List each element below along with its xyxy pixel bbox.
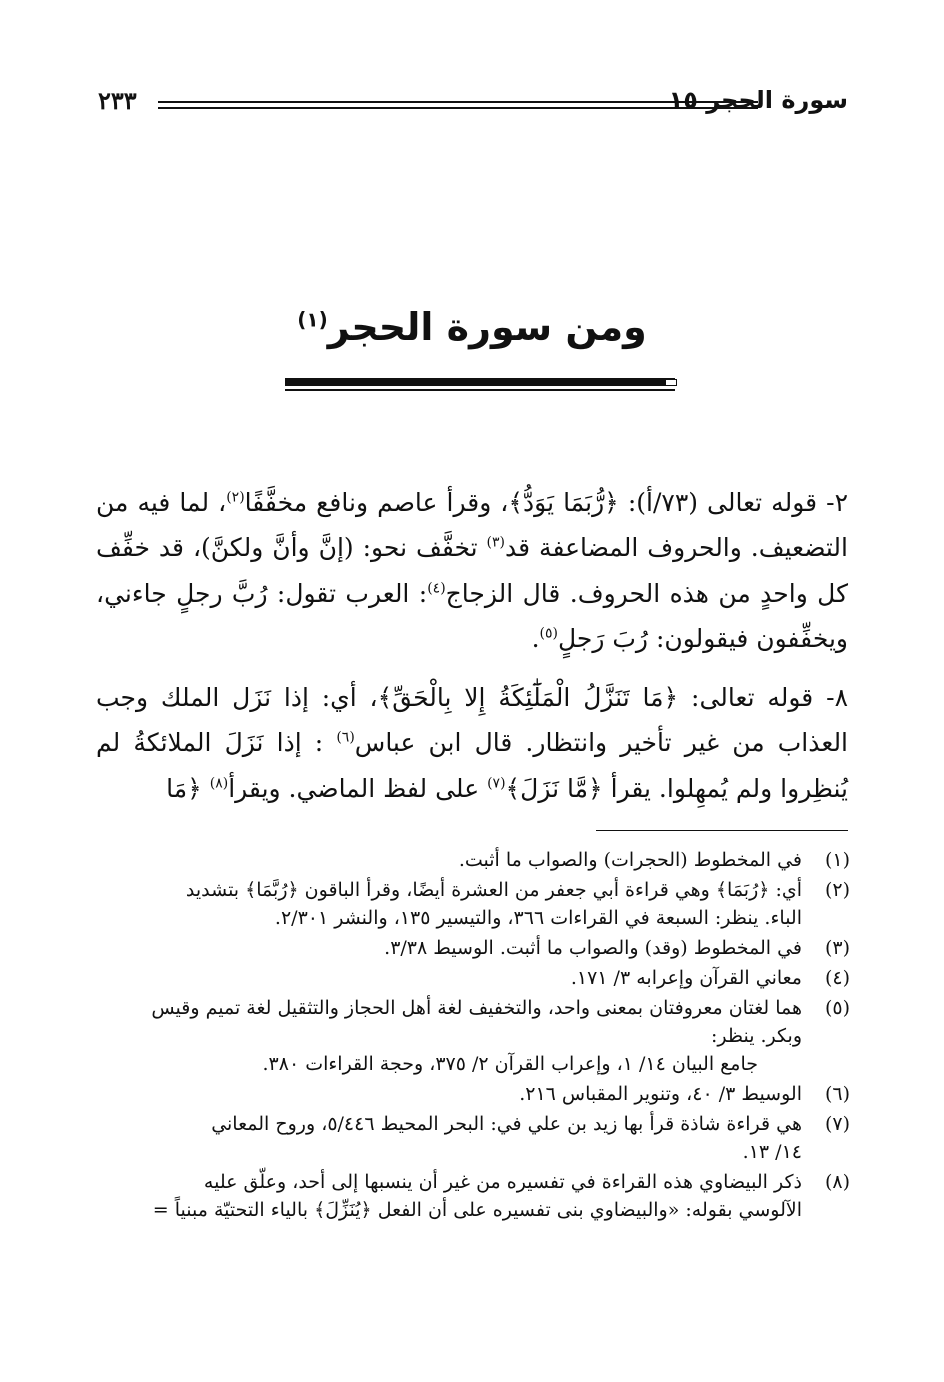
para1-text-2: ، لما فيه من التضعيف. والحروف المضاعفة قد bbox=[96, 488, 848, 563]
footnote-line: الوسيط ٣/ ٤٠، وتنوير المقباس ٢١٦. bbox=[519, 1083, 802, 1105]
footnote-ref-7: (٧) bbox=[487, 775, 506, 792]
footnote-line: في المخطوط (وقد) والصواب ما أثبت. الوسيط ٣/٣٨. bbox=[384, 937, 802, 959]
footnote-number: (٨) bbox=[824, 1171, 850, 1193]
footnote-ref-3: (٣) bbox=[486, 534, 506, 551]
footnote-text bbox=[94, 994, 802, 1078]
footnote-text bbox=[94, 1168, 802, 1224]
para2-text-1: ٨- قوله تعالى: ﴿مَا تَنَزَّلُ الْمَلَٰٓئِكَةُ إِلا بِالْحَقِّ﴾، أي: إذا نَزَل الملك وجب العذاب من غير تأخير وانتظار. قال ابن عباس bbox=[96, 683, 849, 758]
para2-text-2: : إذا نَزَلَ الملائكةُ لم يُنظِروا ولم يُمهِلوا. يقرأ ﴿مَّا نَزَلَ﴾ bbox=[96, 728, 848, 803]
page-number: ٢٣٣ bbox=[98, 86, 137, 115]
footnote-ref-4: (٤) bbox=[427, 580, 446, 597]
footnote-5 bbox=[94, 994, 850, 1078]
footnote-number: (٥) bbox=[824, 997, 850, 1019]
footnote-line: الآلوسي بقوله: «والبيضاوي بنى تفسيره على أن الفعل ﴿يُنَزِّلَ﴾ بالياء التحتيّة مبنياً = bbox=[152, 1199, 802, 1221]
footnote-text bbox=[94, 1080, 802, 1108]
footnote-line: وبكر. ينظر: bbox=[710, 1025, 802, 1047]
para1-text-5: . bbox=[531, 623, 540, 653]
footnote-text bbox=[94, 934, 802, 962]
para2-text-3: على لفظ الماضي. ويقرأ bbox=[228, 773, 488, 803]
footnote-ref-8: (٨) bbox=[209, 775, 229, 792]
footnote-text bbox=[94, 964, 802, 992]
footnotes bbox=[94, 846, 850, 1226]
footnote-7 bbox=[94, 1110, 850, 1166]
title-ornament-end bbox=[665, 379, 677, 386]
footnote-line: هما لغتان معروفتان بمعنى واحد، والتخفيف لغة أهل الحجاز والتثقيل لغة تميم وقيس bbox=[151, 997, 802, 1019]
footnote-line: ١٤/ ١٣. bbox=[742, 1141, 802, 1163]
footnote-ref-2: (٢) bbox=[226, 489, 245, 506]
footnote-separator bbox=[596, 830, 848, 831]
footnote-reference: جامع البيان ١٤/ ١، وإعراب القرآن ٢/ ٣٧٥، وحجة القراءات ٣٨٠. bbox=[262, 1053, 758, 1075]
footnote-number: (٧) bbox=[824, 1113, 850, 1135]
footnote-line: ذكر البيضاوي هذه القراءة في تفسيره من غير أن ينسبها إلى أحد، وعلّق عليه bbox=[203, 1171, 802, 1193]
chapter-note-ref: (١) bbox=[297, 307, 328, 332]
para2-text-4: ﴿مَا bbox=[166, 773, 210, 803]
chapter-title bbox=[222, 305, 722, 349]
footnote-number: (٣) bbox=[824, 937, 850, 959]
footnote-number: (١) bbox=[824, 849, 850, 871]
footnote-8 bbox=[94, 1168, 850, 1224]
paragraph-verse-2 bbox=[96, 480, 848, 661]
footnote-number: (٢) bbox=[824, 879, 850, 901]
footnote-line: أي: ﴿رُبَمَا﴾ وهي قراءة أبي جعفر من العشرة أيضًا، وقرأ الباقون ﴿رُبَّمَا﴾ بتشديد bbox=[185, 879, 802, 901]
chapter-title-text: ومن سورة الحجر bbox=[327, 305, 647, 349]
footnote-ref-6: (٦) bbox=[336, 729, 355, 746]
para1-text-3: تخفَّف نحو: (إنَّ وأنَّ ولكنَّ)، قد خفِّف كل واحدٍ من هذه الحروف. قال الزجاج bbox=[96, 533, 848, 608]
footnote-number: (٤) bbox=[824, 967, 850, 989]
title-ornament-line bbox=[285, 389, 675, 391]
paragraph-verse-8 bbox=[96, 675, 848, 811]
footnote-text bbox=[94, 1110, 802, 1166]
footnote-6 bbox=[94, 1080, 850, 1108]
para1-text-4: : العرب تقول: رُبَّ رجلٍ جاءني، ويخفِّفون فيقولون: رُبَ رَجلٍ bbox=[96, 578, 848, 653]
footnote-3 bbox=[94, 934, 850, 962]
title-ornament-bar bbox=[285, 378, 675, 386]
para1-text-1: ٢- قوله تعالى (٧٣/أ): ﴿رُّبَمَا يَوَدُّ﴾، وقرأ عاصم ونافع مخفَّفًا bbox=[244, 488, 848, 517]
footnote-text bbox=[94, 876, 802, 932]
footnote-2 bbox=[94, 876, 850, 932]
footnote-line: معاني القرآن وإعرابه ٣/ ١٧١. bbox=[570, 967, 802, 989]
running-title: سورة الحجر ١٥ bbox=[668, 86, 848, 114]
footnote-text bbox=[94, 846, 802, 874]
footnote-number: (٦) bbox=[824, 1083, 850, 1105]
footnote-1 bbox=[94, 846, 850, 874]
footnote-ref-5: (٥) bbox=[539, 625, 558, 642]
footnote-line: الباء. ينظر: السبعة في القراءات ٣٦٦، والتيسير ١٣٥، والنشر ٢/٣٠١. bbox=[274, 907, 802, 929]
running-header bbox=[98, 86, 848, 122]
footnote-4 bbox=[94, 964, 850, 992]
footnote-line: هي قراءة شاذة قرأ بها زيد بن علي في: البحر المحيط ٥/٤٤٦، وروح المعاني bbox=[211, 1113, 802, 1135]
footnote-line: في المخطوط (الحجرات) والصواب ما أثبت. bbox=[458, 849, 802, 871]
